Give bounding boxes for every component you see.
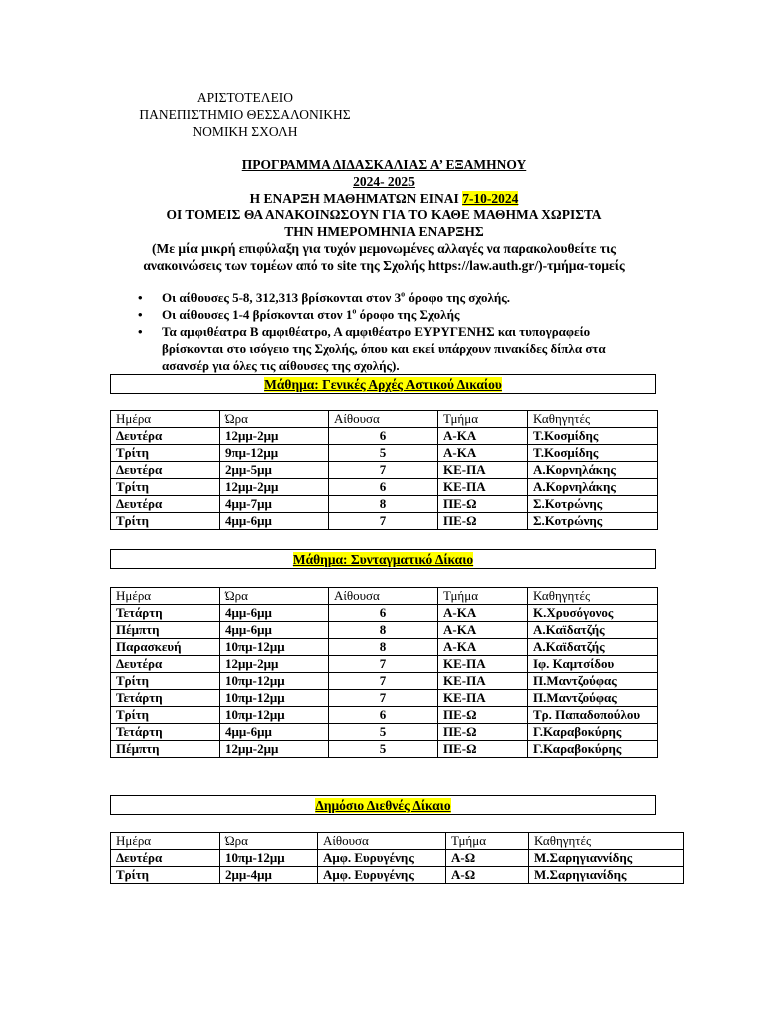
professor-cell: Ιφ. Καμτσίδου [528, 656, 658, 673]
room-cell: 8 [329, 622, 438, 639]
column-header: Καθηγητές [529, 833, 684, 850]
section-cell: Α-ΚΑ [438, 639, 528, 656]
professor-cell: Μ.Σαρηγιαννίδης [529, 850, 684, 867]
table-row [111, 622, 658, 639]
room-cell: 6 [329, 707, 438, 724]
table-row [111, 850, 684, 867]
column-header: Ώρα [220, 588, 329, 605]
day-cell: Δευτέρα [111, 428, 220, 445]
section-cell: ΚΕ-ΠΑ [438, 462, 528, 479]
room-cell: 7 [329, 462, 438, 479]
section-cell: ΚΕ-ΠΑ [438, 690, 528, 707]
course-title: Μάθημα: Συνταγματικό Δίκαιο [110, 549, 656, 569]
section-cell: Α-ΚΑ [438, 622, 528, 639]
room-cell: Αμφ. Ευρυγένης [318, 867, 446, 884]
time-cell: 2μμ-5μμ [220, 462, 329, 479]
time-cell: 4μμ-6μμ [220, 605, 329, 622]
start-date-line [110, 190, 658, 207]
section-cell: ΠΕ-Ω [438, 513, 528, 530]
time-cell: 2μμ-4μμ [220, 867, 318, 884]
room-cell: 7 [329, 656, 438, 673]
section-cell: Α-Ω [446, 867, 529, 884]
professor-cell: Α.Κορνηλάκης [528, 462, 658, 479]
day-cell: Τρίτη [111, 673, 220, 690]
day-cell: Δευτέρα [111, 656, 220, 673]
column-header: Ημέρα [111, 833, 220, 850]
column-header: Τμήμα [438, 588, 528, 605]
room-cell: 7 [329, 690, 438, 707]
room-cell: Αμφ. Ευρυγένης [318, 850, 446, 867]
day-cell: Τρίτη [111, 445, 220, 462]
table-row [111, 724, 658, 741]
section-cell: ΚΕ-ΠΑ [438, 673, 528, 690]
room-cell: 6 [329, 428, 438, 445]
column-header: Ημέρα [111, 588, 220, 605]
section-cell: Α-ΚΑ [438, 428, 528, 445]
school-name: ΝΟΜΙΚΗ ΣΧΟΛΗ [192, 124, 298, 139]
day-cell: Τετάρτη [111, 724, 220, 741]
time-cell: 4μμ-6μμ [220, 724, 329, 741]
table-header-row [111, 588, 658, 605]
day-cell: Παρασκευή [111, 639, 220, 656]
time-cell: 4μμ-6μμ [220, 513, 329, 530]
university-full-name: ΠΑΝΕΠΙΣΤΗΜΙΟ ΘΕΣΣΑΛΟΝΙΚΗΣ [139, 107, 351, 122]
column-header: Καθηγητές [528, 411, 658, 428]
course-title: Δημόσιο Διεθνές Δίκαιο [110, 795, 656, 815]
professor-cell: Τ.Κοσμίδης [528, 445, 658, 462]
professor-cell: Π.Μαντζούφας [528, 690, 658, 707]
day-cell: Δευτέρα [111, 850, 220, 867]
table-row [111, 639, 658, 656]
university-name: ΑΡΙΣΤΟΤΕΛΕΙΟ [196, 90, 294, 105]
column-header: Ημέρα [111, 411, 220, 428]
room-cell: 6 [329, 479, 438, 496]
program-title: ΠΡΟΓΡΑΜΜΑ ΔΙΔΑΣΚΑΛΙΑΣ Α’ ΕΞΑΜΗΝΟΥ [241, 157, 527, 172]
professor-cell: Γ.Καραβοκύρης [528, 741, 658, 758]
section-cell: ΠΕ-Ω [438, 707, 528, 724]
site-note: (Με μία μικρή επιφύλαξη για τυχόν μεμονωμένες αλλαγές να παρακολουθείτε τις ανακοινώσεις των τομέων από το site της Σχολής https://law.auth.gr/)-τμήμα-τομείς [143, 241, 625, 273]
professor-cell: Σ.Κοτρώνης [528, 496, 658, 513]
time-cell: 12μμ-2μμ [220, 479, 329, 496]
time-cell: 12μμ-2μμ [220, 656, 329, 673]
time-cell: 10πμ-12μμ [220, 673, 329, 690]
room-info-item: • Οι αίθουσες 1-4 βρίσκονται στον $1^o$ όροφο της Σχολής [138, 306, 460, 322]
section-cell: ΠΕ-Ω [438, 741, 528, 758]
table-row [111, 673, 658, 690]
professor-cell: Π.Μαντζούφας [528, 673, 658, 690]
section-cell: ΚΕ-ΠΑ [438, 656, 528, 673]
day-cell: Τετάρτη [111, 605, 220, 622]
bullet-icon: • [138, 307, 143, 322]
table-row [111, 656, 658, 673]
table-row [111, 707, 658, 724]
time-cell: 12μμ-2μμ [220, 428, 329, 445]
bullet-icon: • [138, 290, 143, 305]
schedule-table [110, 587, 658, 758]
column-header: Αίθουσα [329, 588, 438, 605]
room-cell: 8 [329, 496, 438, 513]
time-cell: 10πμ-12μμ [220, 850, 318, 867]
professor-cell: Α.Καϊδατζής [528, 622, 658, 639]
table-row [111, 741, 658, 758]
day-cell: Τρίτη [111, 513, 220, 530]
professor-cell: Α.Καϊδατζής [528, 639, 658, 656]
time-cell: 10πμ-12μμ [220, 639, 329, 656]
start-date-label: Η ΕΝΑΡΞΗ ΜΑΘΗΜΑΤΩΝ ΕΙΝΑΙ [249, 191, 459, 206]
day-cell: Πέμπτη [111, 741, 220, 758]
section-cell: Α-ΚΑ [438, 445, 528, 462]
table-row [111, 513, 658, 530]
professor-cell: Τ.Κοσμίδης [528, 428, 658, 445]
professor-cell: Α.Κορνηλάκης [528, 479, 658, 496]
professor-cell: Τρ. Παπαδοπούλου [528, 707, 658, 724]
column-header: Ώρα [220, 411, 329, 428]
table-row [111, 605, 658, 622]
day-cell: Τετάρτη [111, 690, 220, 707]
schedule-table [110, 832, 684, 884]
section-cell: ΠΕ-Ω [438, 724, 528, 741]
professor-cell: Κ.Χρυσόγονος [528, 605, 658, 622]
room-info-item: • Τα αμφιθέατρα Β αμφιθέατρο, Α αμφιθέατρο ΕΥΡΥΓΕΝΗΣ και τυπογραφείο βρίσκονται στο ισόγειο της Σχολής, όπου και εκεί υπάρχουν πινακίδες δίπλα στα ασανσέρ για όλες τις αίθουσες της σχολής). [138, 324, 606, 373]
section-cell: Α-Ω [446, 850, 529, 867]
schedule-table [110, 410, 658, 530]
course-title: Μάθημα: Γενικές Αρχές Αστικού Δικαίου [110, 374, 656, 394]
room-info-item: • Οι αίθουσες 5-8, 312,313 βρίσκονται στον $3^o$ όροφο της σχολής. [138, 289, 511, 305]
table-row [111, 867, 684, 884]
section-cell: ΠΕ-Ω [438, 496, 528, 513]
day-cell: Δευτέρα [111, 462, 220, 479]
room-cell: 5 [329, 741, 438, 758]
start-date: 7-10-2024 [462, 191, 519, 206]
day-cell: Τρίτη [111, 707, 220, 724]
table-row [111, 479, 658, 496]
room-cell: 6 [329, 605, 438, 622]
room-cell: 7 [329, 673, 438, 690]
departments-notice: ΟΙ ΤΟΜΕΙΣ ΘΑ ΑΝΑΚΟΙΝΩΣΟΥΝ ΓΙΑ ΤΟ ΚΑΘΕ ΜΑΘΗΜΑ ΧΩΡΙΣΤΑ [166, 207, 602, 222]
time-cell: 10πμ-12μμ [220, 707, 329, 724]
academic-year: 2024- 2025 [353, 174, 415, 189]
bullet-icon: • [138, 324, 143, 339]
table-header-row [111, 833, 684, 850]
time-cell: 9πμ-12μμ [220, 445, 329, 462]
time-cell: 4μμ-6μμ [220, 622, 329, 639]
day-cell: Δευτέρα [111, 496, 220, 513]
time-cell: 12μμ-2μμ [220, 741, 329, 758]
section-cell: Α-ΚΑ [438, 605, 528, 622]
time-cell: 4μμ-7μμ [220, 496, 329, 513]
column-header: Ώρα [220, 833, 318, 850]
column-header: Αίθουσα [329, 411, 438, 428]
day-cell: Τρίτη [111, 867, 220, 884]
column-header: Τμήμα [438, 411, 528, 428]
column-header: Καθηγητές [528, 588, 658, 605]
day-cell: Πέμπτη [111, 622, 220, 639]
room-cell: 5 [329, 724, 438, 741]
column-header: Αίθουσα [318, 833, 446, 850]
table-header-row [111, 411, 658, 428]
table-row [111, 690, 658, 707]
time-cell: 10πμ-12μμ [220, 690, 329, 707]
table-row [111, 428, 658, 445]
table-row [111, 496, 658, 513]
table-row [111, 445, 658, 462]
room-info-list [134, 289, 654, 374]
section-cell: ΚΕ-ΠΑ [438, 479, 528, 496]
departments-notice-2: ΤΗΝ ΗΜΕΡΟΜΗΝΙΑ ΕΝΑΡΞΗΣ [284, 224, 484, 239]
column-header: Τμήμα [446, 833, 529, 850]
room-cell: 8 [329, 639, 438, 656]
room-cell: 5 [329, 445, 438, 462]
professor-cell: Γ.Καραβοκύρης [528, 724, 658, 741]
table-row [111, 462, 658, 479]
professor-cell: Σ.Κοτρώνης [528, 513, 658, 530]
day-cell: Τρίτη [111, 479, 220, 496]
professor-cell: Μ.Σαρηγιανίδης [529, 867, 684, 884]
room-cell: 7 [329, 513, 438, 530]
